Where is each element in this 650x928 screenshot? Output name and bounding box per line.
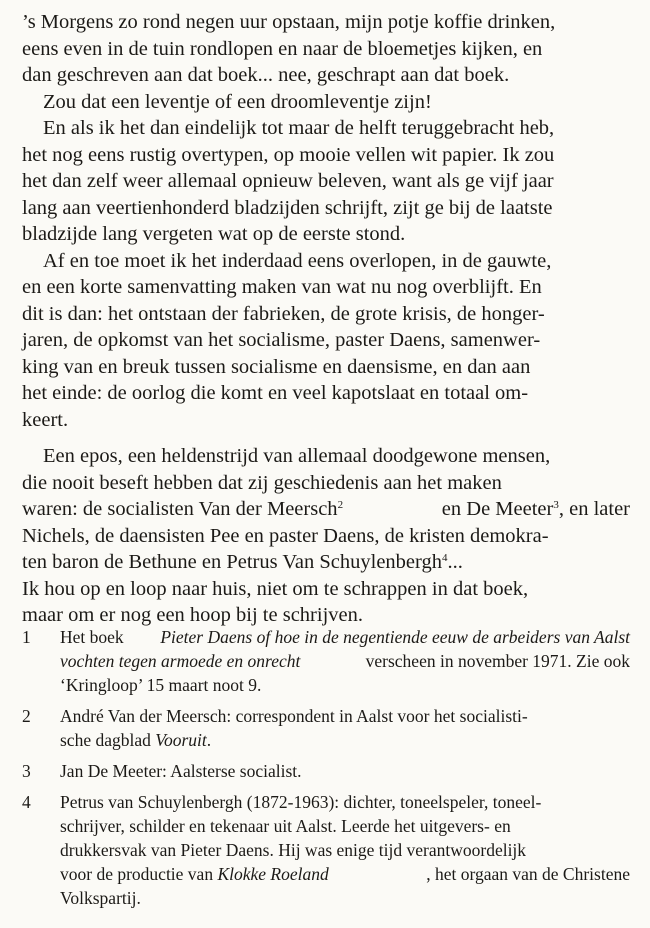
text-line: eens even in de tuin rondlopen en naar de bloemetjes kijken, en xyxy=(22,37,543,60)
text-line: jaren, de opkomst van het socialisme, paster Daens, samenwer- xyxy=(22,329,541,351)
footnote-number: 1 xyxy=(22,627,31,647)
text-line: Een epos, een heldenstrijd van allemaal doodgewone mensen, xyxy=(43,445,551,467)
footnote-line: Petrus van Schuylenbergh (1872-1963): dichter, toneelspeler, toneel- xyxy=(60,792,542,812)
footnote-line: schrijver, schilder en tekenaar uit Aalst. Leerde het uitgevers- en xyxy=(60,816,511,836)
text-segment: en De Meeter$^3$, en later xyxy=(441,498,630,520)
footnote-line: vochten tegen armoede en onrecht verscheen in november 1971. Zie ook xyxy=(60,651,630,671)
footnote-line: voor de productie van Klokke Roeland , het orgaan van de Christene xyxy=(60,864,630,884)
footnote-number: 3 xyxy=(22,761,31,781)
footnote-line: ‘Kringloop’ 15 maart noot 9. xyxy=(60,675,262,695)
text-line xyxy=(22,549,630,576)
text-line: dit is dan: het ontstaan der fabrieken, de grote krisis, de honger- xyxy=(22,302,545,325)
paragraph-6 xyxy=(22,576,630,629)
text-line: dan geschreven aan dat boek... nee, geschrapt aan dat boek. xyxy=(22,64,510,86)
text-line: lang aan veertienhonderd bladzijden schrijft, zijt ge bij de laatste xyxy=(22,196,553,219)
text-line xyxy=(22,496,630,523)
paragraph-4 xyxy=(22,248,630,434)
text-line: en een korte samenvatting maken van wat nu nog overblijft. En xyxy=(22,276,542,298)
text-line: het nog eens rustig overtypen, op mooie vellen wit papier. Ik zou xyxy=(22,143,555,166)
text-line: Zou dat een leventje of een droomleventje zijn! xyxy=(43,90,432,113)
footnote-number: 4 xyxy=(22,792,31,812)
footnote-line: Volkspartij. xyxy=(60,888,141,908)
paragraph-5 xyxy=(22,443,630,576)
text-line: ’s Morgens zo rond negen uur opstaan, mijn potje koffie drinken, xyxy=(22,11,556,33)
footnote-ref-2: 2 xyxy=(337,498,344,511)
footnote-2 xyxy=(22,704,630,752)
text-line: het einde: de oorlog die komt en veel kapotslaat en totaal om- xyxy=(22,382,529,404)
text-line: het dan zelf weer allemaal opnieuw beleven, want als ge vijf jaar xyxy=(22,170,554,192)
text-line: die nooit beseft hebben dat zij geschiedenis aan het maken xyxy=(22,471,502,494)
footnote-line: André Van der Meersch: correspondent in Aalst voor het socialisti- xyxy=(60,706,528,726)
paragraph-1 xyxy=(22,9,630,89)
footnote-ref-3: 3 xyxy=(553,498,559,511)
footnote-3 xyxy=(22,759,630,783)
text-line: king van en breuk tussen socialisme en daensisme, en dan aan xyxy=(22,355,531,378)
main-text xyxy=(22,9,630,629)
text-line: En als ik het dan eindelijk tot maar de helft teruggebracht heb, xyxy=(43,117,555,139)
footnote-line: Het boek Pieter Daens of hoe in de negentiende eeuw de arbeiders van Aalst xyxy=(60,627,630,647)
footnote-line: sche dagblad Vooruit. xyxy=(60,730,212,750)
text-line: bladzijde lang vergeten wat op de eerste stond. xyxy=(22,223,406,245)
text-line: maar om er nog een hoop bij te schrijven. xyxy=(22,604,363,626)
text-segment: waren: de socialisten Van der Meersch$^2$ xyxy=(22,498,344,520)
footnotes xyxy=(22,625,630,917)
footnote-line: drukkersvak van Pieter Daens. Hij was enige tijd verantwoordelijk xyxy=(60,840,527,860)
paragraph-2 xyxy=(22,89,630,116)
text-line: keert. xyxy=(22,408,69,431)
footnote-number: 2 xyxy=(22,706,31,726)
footnote-4 xyxy=(22,790,630,910)
paragraph-3 xyxy=(22,115,630,248)
footnote-1 xyxy=(22,625,630,697)
text-line: Nichels, de daensisten Pee en paster Daens, de kristen demokra- xyxy=(22,524,549,547)
footnote-line: Jan De Meeter: Aalsterse socialist. xyxy=(60,761,302,781)
text-line: Af en toe moet ik het inderdaad eens overlopen, in de gauwte, xyxy=(43,249,552,272)
text-line: Ik hou op en loop naar huis, niet om te schrappen in dat boek, xyxy=(22,577,529,600)
footnote-ref-4: 4 xyxy=(441,551,448,564)
text-segment: ten baron de Bethune en Petrus Van Schuylenbergh$^4$... xyxy=(22,551,463,573)
